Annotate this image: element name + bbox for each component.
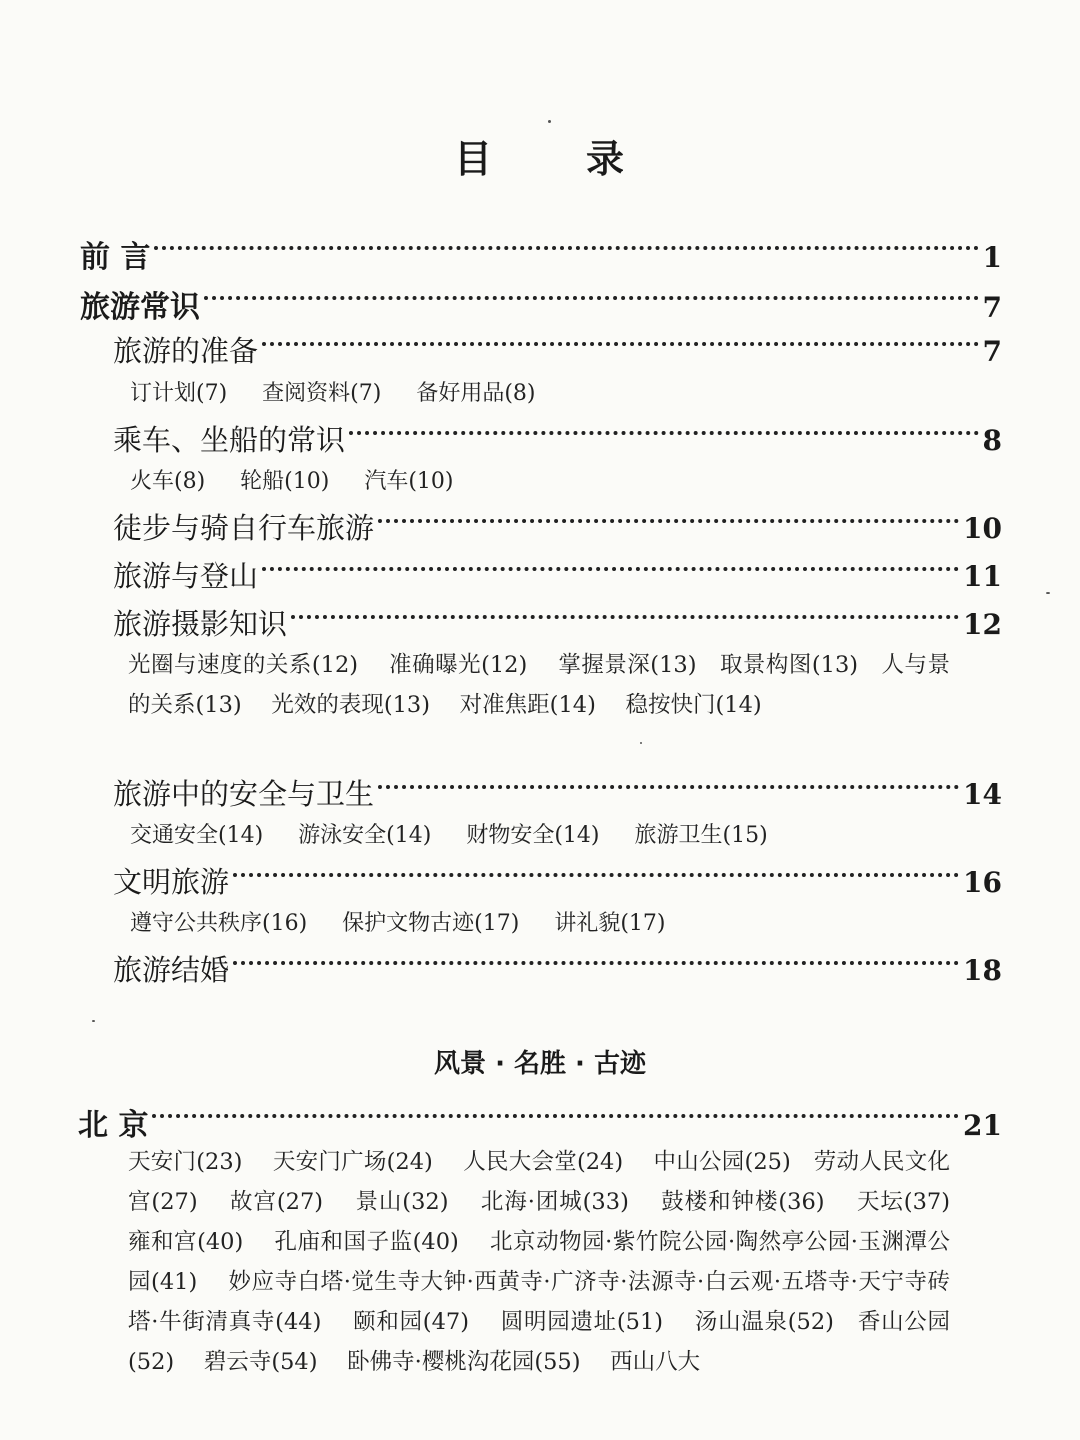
toc-subitems-photography: 光圈与速度的关系(12) 准确曝光(12) 掌握景深(13) 取景构图(13) 人与景的关系(13) 光效的表现(13) 对准焦距(14) 稳按快门(14) — [128, 652, 950, 718]
toc-subitem: 订计划(7) — [130, 381, 228, 406]
toc-page: 11 — [963, 560, 1002, 593]
toc-label: 旅游摄影知识 — [113, 607, 288, 641]
toc-subitems-beijing: 天安门(23) 天安门广场(24) 人民大会堂(24) 中山公园(25) 劳动人民文化宫(27) 故宫(27) 景山(32) 北海·团城(33) 鼓楼和钟楼(36) 天坛(37) 雍和宫(40) 孔庙和国子监(40) 北京动物园·紫竹院公园·陶然亭公园·玉渊潭公园(41) 妙应寺白塔·觉生寺大钟·西黄寺·广济寺·法源寺·白云观·五塔寺·天宁寺砖塔·牛街清真寺(44) 颐和园(47) 圆明园遗址(51) 汤山温泉(52) 香山公园(52) 碧云寺(54) 卧佛寺·樱桃沟花园(55) 西山八大 — [128, 1149, 980, 1375]
scan-speck — [548, 120, 551, 123]
toc-entry-honeymoon — [113, 948, 1002, 989]
dot-leader — [349, 431, 979, 435]
toc-entry-photography — [113, 602, 1002, 643]
toc-entry-mountaineering — [113, 554, 1002, 595]
scan-speck — [92, 1020, 95, 1022]
toc-entry-beijing — [78, 1100, 1002, 1144]
toc-entry-preparation — [113, 329, 1002, 370]
toc-label: 旅游结婚 — [113, 953, 230, 987]
toc-page: 10 — [963, 512, 1002, 545]
scan-speck — [1046, 592, 1050, 594]
toc-entry-safety — [113, 772, 1002, 813]
toc-entry-transport — [113, 418, 1002, 459]
toc-page: 14 — [963, 778, 1002, 811]
toc-label: 旅游常识 — [80, 290, 200, 325]
dot-leader — [233, 961, 959, 965]
toc-page: 18 — [963, 954, 1002, 987]
toc-subitems-civilized-travel — [130, 906, 694, 937]
toc-entry-preface — [80, 232, 1002, 276]
dot-leader — [378, 519, 959, 523]
toc-subitem: 财物安全(14) — [466, 823, 600, 848]
toc-subitem: 轮船(10) — [240, 469, 330, 494]
toc-subitem: 汽车(10) — [364, 469, 454, 494]
dot-leader — [378, 785, 959, 789]
scan-speck — [640, 742, 642, 744]
toc-subitem: 旅游卫生(15) — [634, 823, 768, 848]
dot-leader — [154, 246, 978, 250]
toc-page: 8 — [982, 424, 1002, 457]
dot-leader — [152, 1114, 959, 1118]
toc-label: 旅游中的安全与卫生 — [113, 777, 375, 811]
toc-page: 7 — [982, 291, 1002, 324]
toc-subitem: 游泳安全(14) — [298, 823, 432, 848]
section-heading: 风景 · 名胜 · 古迹 — [434, 1049, 646, 1079]
toc-label: 前 言 — [80, 240, 151, 275]
toc-subitem: 遵守公共秩序(16) — [130, 911, 308, 936]
toc-entry-hiking-cycling — [113, 506, 1002, 547]
toc-subitem: 讲礼貌(17) — [554, 911, 666, 936]
page-title — [0, 128, 1080, 183]
dot-leader — [262, 567, 959, 571]
toc-entry-civilized-travel — [113, 860, 1002, 901]
toc-page: 12 — [963, 608, 1002, 641]
toc-subitems-safety — [130, 818, 796, 849]
toc-page: 21 — [963, 1109, 1002, 1142]
toc-page: 16 — [963, 866, 1002, 899]
toc-page: 1 — [982, 241, 1002, 274]
toc-label: 旅游的准备 — [113, 334, 259, 368]
toc-label: 文明旅游 — [113, 865, 230, 899]
toc-page: 7 — [982, 335, 1002, 368]
toc-subitem: 保护文物古迹(17) — [342, 911, 520, 936]
title-char-1: 目 — [453, 136, 494, 181]
toc-subitem: 备好用品(8) — [416, 381, 536, 406]
dot-leader — [233, 873, 959, 877]
toc-label: 乘车、坐船的常识 — [113, 423, 346, 457]
toc-subitems-transport — [130, 464, 482, 495]
toc-subitems-preparation — [130, 376, 564, 407]
dot-leader — [204, 296, 979, 300]
toc-subitem: 火车(8) — [130, 469, 206, 494]
dot-leader — [262, 342, 979, 346]
toc-subitem: 查阅资料(7) — [262, 381, 382, 406]
dot-leader — [291, 615, 959, 619]
toc-subitem: 交通安全(14) — [130, 823, 264, 848]
toc-label: 徒步与骑自行车旅游 — [113, 511, 375, 545]
toc-label: 旅游与登山 — [113, 559, 259, 593]
toc-entry-travel-knowledge — [80, 282, 1002, 326]
toc-label: 北 京 — [78, 1108, 149, 1143]
title-char-2: 录 — [586, 136, 627, 181]
